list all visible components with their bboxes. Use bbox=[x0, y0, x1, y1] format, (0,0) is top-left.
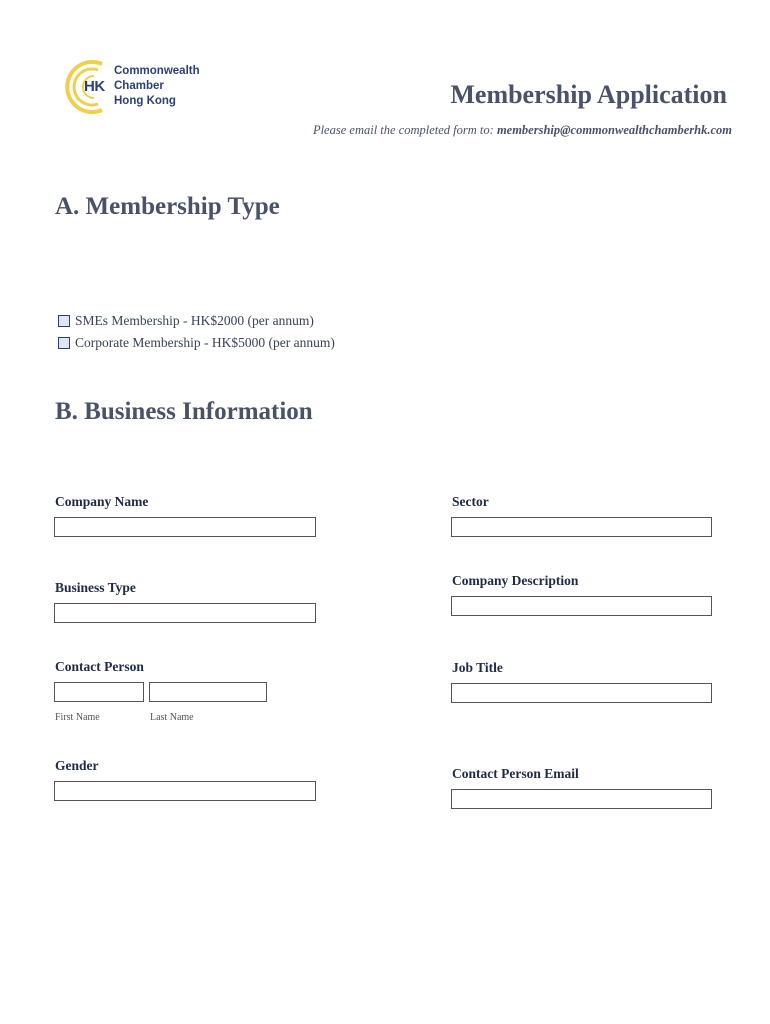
option-smes-membership[interactable] bbox=[58, 313, 314, 329]
gender-input[interactable] bbox=[54, 781, 316, 801]
smes-checkbox[interactable] bbox=[58, 315, 70, 327]
option-corporate-membership[interactable] bbox=[58, 335, 335, 351]
logo-line-1: Commonwealth bbox=[114, 65, 200, 77]
last-name-sublabel: Last Name bbox=[150, 712, 194, 723]
business-type-input[interactable] bbox=[54, 603, 316, 623]
first-name-sublabel: First Name bbox=[55, 712, 100, 723]
chamber-logo bbox=[58, 58, 218, 118]
logo-line-2: Chamber bbox=[114, 80, 164, 92]
job-title-input[interactable] bbox=[451, 683, 712, 703]
smes-option-label: SMEs Membership - HK$2000 (per annum) bbox=[75, 313, 314, 328]
last-name-input[interactable] bbox=[149, 682, 267, 702]
logo-mark: HK bbox=[84, 78, 105, 95]
section-a-title: A. Membership Type bbox=[55, 193, 280, 220]
company-name-input[interactable] bbox=[54, 517, 316, 537]
company-description-label: Company Description bbox=[452, 573, 579, 588]
corporate-checkbox[interactable] bbox=[58, 337, 70, 349]
gender-label: Gender bbox=[55, 758, 99, 773]
job-title-label: Job Title bbox=[452, 660, 503, 675]
email-instruction bbox=[313, 123, 732, 138]
business-type-label: Business Type bbox=[55, 580, 136, 595]
company-description-input[interactable] bbox=[451, 596, 712, 616]
contact-email-input[interactable] bbox=[451, 789, 712, 809]
section-b-title: B. Business Information bbox=[55, 398, 313, 425]
document-title: Membership Application bbox=[450, 80, 727, 109]
corporate-option-label: Corporate Membership - HK$5000 (per annum) bbox=[75, 335, 335, 350]
logo-line-3: Hong Kong bbox=[114, 95, 176, 107]
email-prefix: Please email the completed form to: bbox=[312, 123, 494, 137]
contact-email-label: Contact Person Email bbox=[452, 766, 579, 781]
sector-input[interactable] bbox=[451, 517, 712, 537]
email-address-link[interactable]: membership@commonwealthchamberhk.com bbox=[496, 123, 732, 137]
logo-wordmark bbox=[114, 64, 200, 109]
contact-person-label: Contact Person bbox=[55, 659, 144, 674]
first-name-input[interactable] bbox=[54, 682, 144, 702]
company-name-label: Company Name bbox=[55, 494, 149, 509]
sector-label: Sector bbox=[452, 494, 489, 509]
